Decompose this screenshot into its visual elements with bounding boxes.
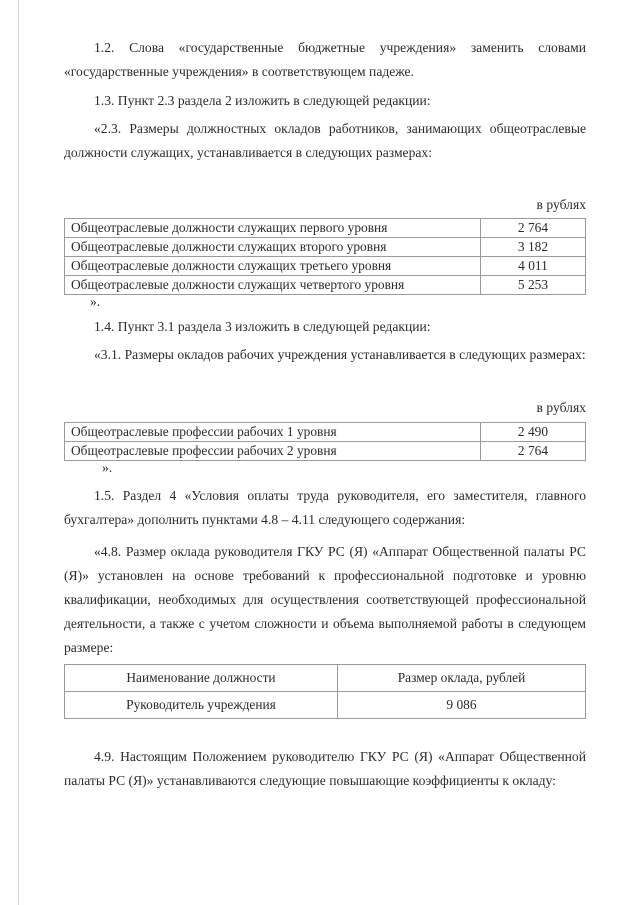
column-header-position: Наименование должности — [65, 665, 338, 692]
table-worker-salaries — [64, 422, 586, 461]
table-row — [65, 219, 586, 238]
table-row — [65, 692, 586, 719]
table-row — [65, 442, 586, 461]
paragraph-1-4: 1.4. Пункт 3.1 раздела 3 изложить в следующей редакции: — [94, 319, 431, 334]
paragraph-3-1: «3.1. Размеры окладов рабочих учреждения устанавливается в следующих размерах: — [94, 347, 586, 362]
table-header-row — [65, 665, 586, 692]
table-cell-value: 2 764 — [481, 442, 586, 461]
paragraph-1-2: 1.2. Слова «государственные бюджетные учреждения» заменить словами «государственные учреждения» в соответствующем падеже. — [64, 40, 586, 79]
table-cell-label: Общеотраслевые должности служащих второго уровня — [65, 238, 481, 257]
table-cell-label: Общеотраслевые должности служащих третьего уровня — [65, 257, 481, 276]
table-cell-value: 5 253 — [481, 276, 586, 295]
paragraph-2-3: «2.3. Размеры должностных окладов работников, занимающих общеотраслевые должности служащих, устанавливается в следующих размерах: — [64, 121, 586, 160]
table-cell-value: 4 011 — [481, 257, 586, 276]
table-cell-value: 2 490 — [481, 423, 586, 442]
unit-label-2: в рублях — [536, 400, 586, 415]
table-director-salary — [64, 664, 586, 719]
table-cell-label: Общеотраслевые должности служащих первого уровня — [65, 219, 481, 238]
paragraph-1-5: 1.5. Раздел 4 «Условия оплаты труда руководителя, его заместителя, главного бухгалтера» дополнить пунктами 4.8 – 4.11 следующего содержания: — [64, 488, 586, 527]
paragraph-1-3: 1.3. Пункт 2.3 раздела 2 изложить в следующей редакции: — [94, 93, 431, 108]
unit-label-1: в рублях — [536, 197, 586, 212]
table-cell-label: Общеотраслевые профессии рабочих 1 уровня — [65, 423, 481, 442]
table-cell-value: 2 764 — [481, 219, 586, 238]
table-cell-value: 9 086 — [338, 692, 586, 719]
table-row — [65, 257, 586, 276]
table-cell-label: Общеотраслевые профессии рабочих 2 уровня — [65, 442, 481, 461]
paragraph-4-9: 4.9. Настоящим Положением руководителю ГКУ РС (Я) «Аппарат Общественной палаты РС (Я)» устанавливаются следующие повышающие коэффициенты к окладу: — [64, 749, 586, 788]
table-row — [65, 423, 586, 442]
page-edge-line — [18, 0, 19, 905]
table-cell-label: Общеотраслевые должности служащих четвертого уровня — [65, 276, 481, 295]
paragraph-4-8: «4.8. Размер оклада руководителя ГКУ РС (Я) «Аппарат Общественной палаты РС (Я)» установлен на основе требований к профессиональной подготовке и уровню квалификации, необходимых для осуществления соответствующей профессиональной деятельности, а также с учетом сложности и объема выполняемой работы в следующем размере: — [64, 544, 586, 655]
table-cell-label: Руководитель учреждения — [65, 692, 338, 719]
closing-quote-2: ». — [102, 460, 113, 475]
column-header-salary: Размер оклада, рублей — [338, 665, 586, 692]
table-employee-salaries — [64, 218, 586, 295]
closing-quote-1: ». — [90, 294, 101, 309]
table-row — [65, 238, 586, 257]
table-cell-value: 3 182 — [481, 238, 586, 257]
table-row — [65, 276, 586, 295]
